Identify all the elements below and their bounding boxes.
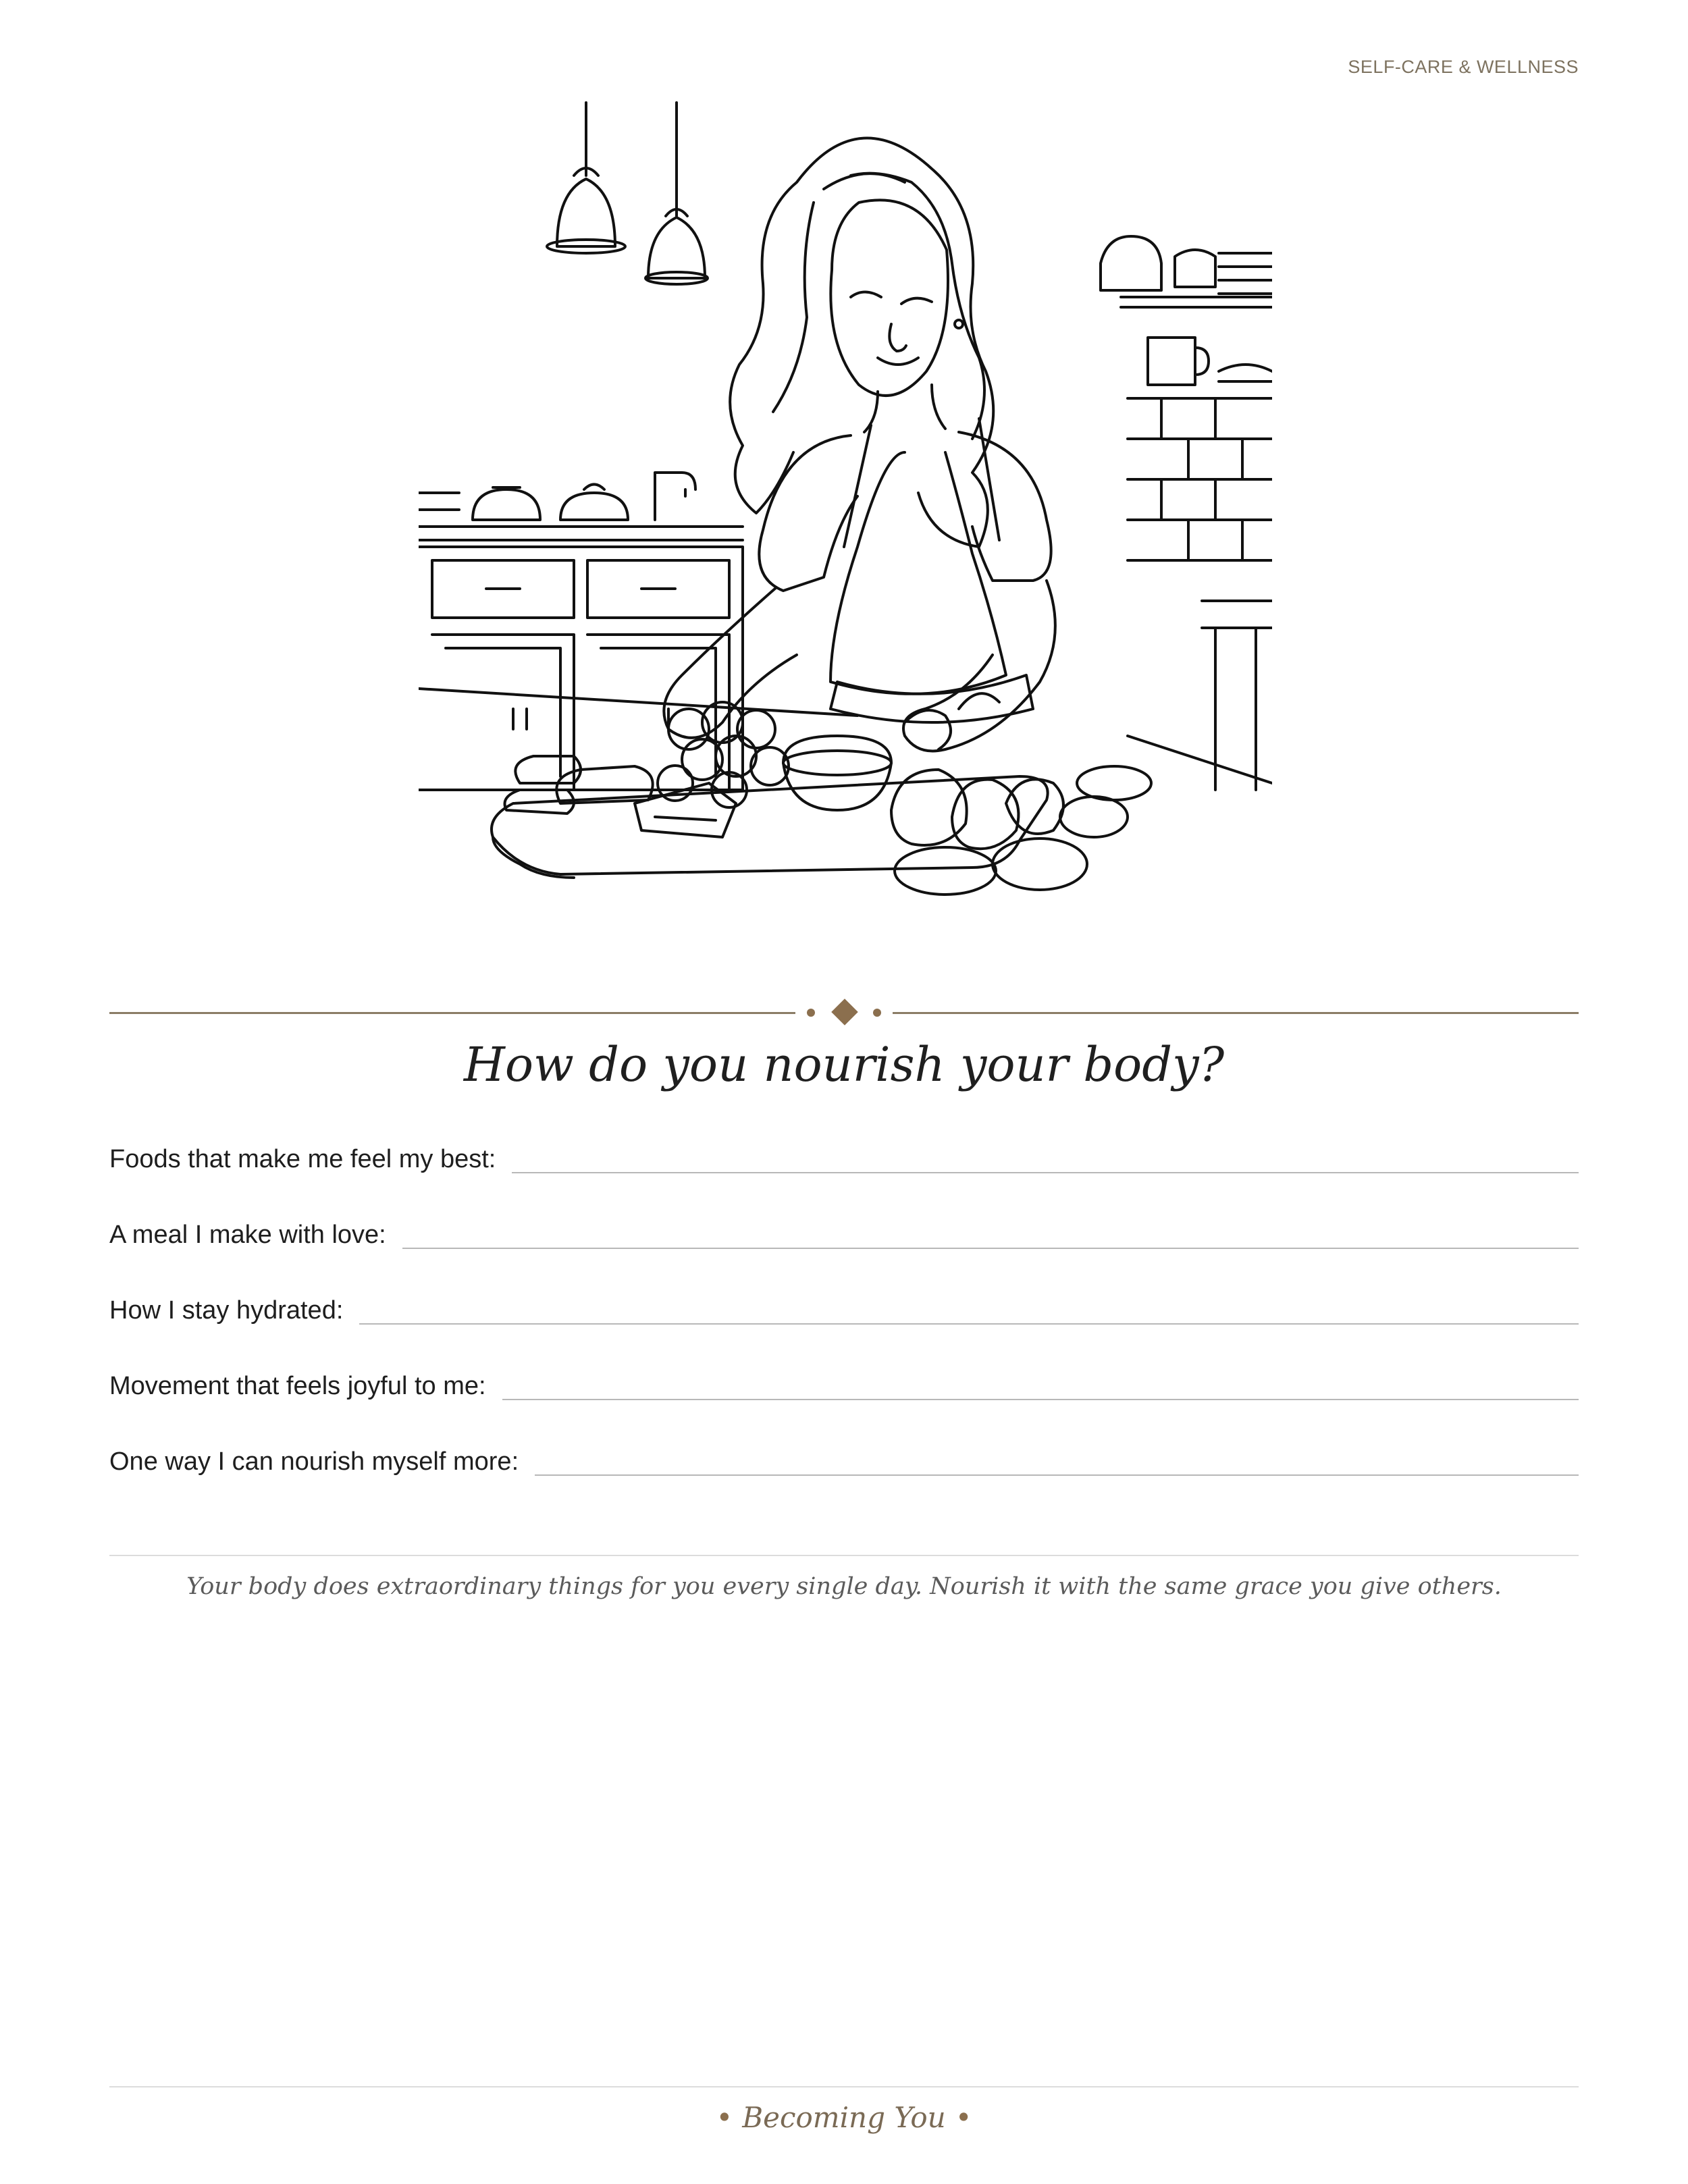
section-tag: SELF-CARE & WELLNESS [1348, 57, 1579, 77]
divider-dot-left [807, 1009, 815, 1017]
prompt-label: A meal I make with love: [109, 1221, 386, 1249]
prompt-answer-field[interactable] [359, 1304, 1579, 1325]
divider-dot-right [873, 1009, 881, 1017]
question-title: How do you nourish your body? [463, 1037, 1225, 1092]
ornamental-divider [109, 999, 1579, 1026]
prompt-row-foods [109, 1134, 1579, 1173]
prompt-answer-field[interactable] [402, 1229, 1579, 1249]
prompt-answer-field[interactable] [512, 1153, 1579, 1173]
footer-bullet-right: • [955, 2101, 972, 2134]
prompt-row-hydration [109, 1285, 1579, 1325]
quote-divider [109, 1555, 1579, 1556]
footer-title: Becoming You [742, 2101, 946, 2134]
divider-line-left [109, 1012, 795, 1014]
prompt-row-nourish-more [109, 1437, 1579, 1476]
prompt-row-movement [109, 1361, 1579, 1400]
footer [0, 2101, 1688, 2134]
coloring-illustration [419, 101, 1272, 955]
prompt-label: Movement that feels joyful to me: [109, 1372, 486, 1400]
prompt-row-meal [109, 1210, 1579, 1249]
prompt-answer-field[interactable] [502, 1380, 1579, 1400]
diamond-ornament-icon [831, 998, 858, 1026]
prompt-answer-field[interactable] [535, 1456, 1579, 1476]
affirmation-quote: Your body does extraordinary things for you every single day. Nourish it with the same grace you give others. [186, 1573, 1502, 1600]
divider-line-right [893, 1012, 1579, 1014]
prompt-list [109, 1134, 1579, 1512]
footer-divider [109, 2086, 1579, 2087]
footer-bullet-left: • [716, 2101, 733, 2134]
prompt-label: How I stay hydrated: [109, 1296, 344, 1325]
prompt-label: One way I can nourish myself more: [109, 1447, 519, 1476]
prompt-label: Foods that make me feel my best: [109, 1145, 496, 1173]
